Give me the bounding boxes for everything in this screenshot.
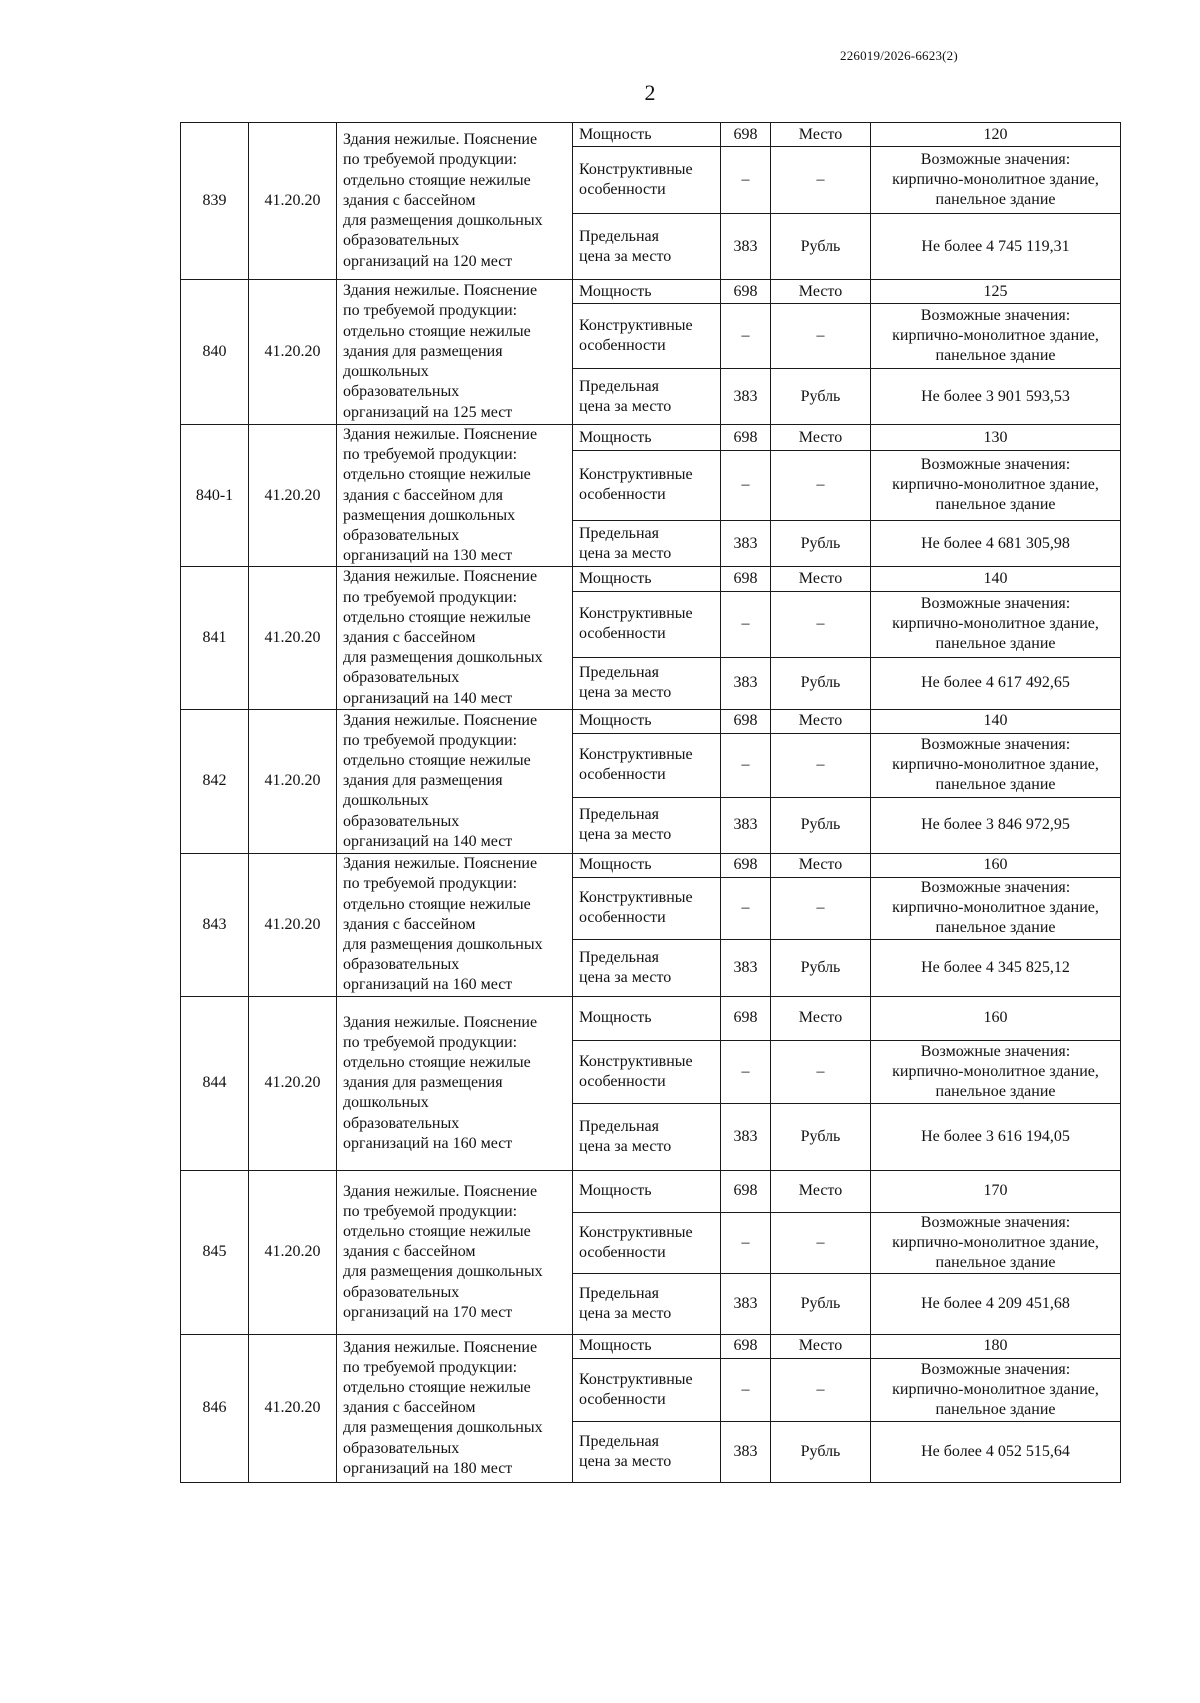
characteristic-value-cell: Возможные значения: кирпично-монолитное здание, панельное здание: [871, 451, 1121, 521]
characteristic-name-cell: Мощность: [573, 1170, 721, 1212]
unit-cell: Место: [771, 123, 871, 147]
row-number-cell: 839: [181, 123, 249, 280]
unit-cell: –: [771, 451, 871, 521]
okei-code-cell: 383: [721, 1103, 771, 1170]
okei-code-cell: –: [721, 1040, 771, 1103]
characteristic-name-cell: Конструктивные особенности: [573, 1040, 721, 1103]
okei-code-cell: –: [721, 451, 771, 521]
product-name-cell: Здания нежилые. Пояснение по требуемой продукции: отдельно стоящие нежилые здания с бассейном для размещения дошкольных образовательных организаций на 130 мест: [337, 425, 573, 567]
product-name-cell: Здания нежилые. Пояснение по требуемой продукции: отдельно стоящие нежилые здания для размещения дошкольных образовательных организаций на 160 мест: [337, 996, 573, 1170]
okei-code-cell: 383: [721, 657, 771, 709]
characteristic-name-cell: Мощность: [573, 709, 721, 733]
okei-code-cell: 698: [721, 1334, 771, 1358]
characteristic-value-cell: Не более 3 616 194,05: [871, 1103, 1121, 1170]
row-number-cell: 844: [181, 996, 249, 1170]
product-name-cell: Здания нежилые. Пояснение по требуемой продукции: отдельно стоящие нежилые здания с бассейном для размещения дошкольных образовательных организаций на 140 мест: [337, 567, 573, 709]
unit-cell: –: [771, 592, 871, 658]
characteristic-name-cell: Предельная цена за место: [573, 797, 721, 853]
okei-code-cell: –: [721, 147, 771, 214]
okpd-code-cell: 41.20.20: [249, 1334, 337, 1482]
characteristic-value-cell: Возможные значения: кирпично-монолитное здание, панельное здание: [871, 1040, 1121, 1103]
okei-code-cell: 698: [721, 1170, 771, 1212]
okei-code-cell: 383: [721, 1421, 771, 1482]
okei-code-cell: –: [721, 733, 771, 797]
unit-cell: –: [771, 1358, 871, 1421]
okei-code-cell: –: [721, 304, 771, 369]
characteristic-name-cell: Предельная цена за место: [573, 1421, 721, 1482]
okpd-code-cell: 41.20.20: [249, 567, 337, 709]
unit-cell: Рубль: [771, 369, 871, 425]
okpd-code-cell: 41.20.20: [249, 853, 337, 996]
characteristic-value-cell: 160: [871, 996, 1121, 1040]
characteristic-value-cell: Возможные значения: кирпично-монолитное здание, панельное здание: [871, 592, 1121, 658]
row-number-cell: 841: [181, 567, 249, 709]
characteristic-value-cell: Возможные значения: кирпично-монолитное здание, панельное здание: [871, 1358, 1121, 1421]
unit-cell: Рубль: [771, 657, 871, 709]
characteristic-value-cell: 170: [871, 1170, 1121, 1212]
okpd-code-cell: 41.20.20: [249, 280, 337, 425]
table-row: [181, 1170, 1121, 1212]
characteristic-name-cell: Конструктивные особенности: [573, 304, 721, 369]
unit-cell: Место: [771, 709, 871, 733]
characteristic-name-cell: Предельная цена за место: [573, 1273, 721, 1334]
page-number: 2: [644, 80, 656, 105]
unit-cell: Рубль: [771, 214, 871, 280]
characteristic-value-cell: Возможные значения: кирпично-монолитное здание, панельное здание: [871, 733, 1121, 797]
row-number-cell: 846: [181, 1334, 249, 1482]
unit-cell: Место: [771, 853, 871, 877]
okei-code-cell: 383: [721, 369, 771, 425]
table-row: [181, 567, 1121, 592]
okpd-code-cell: 41.20.20: [249, 123, 337, 280]
characteristic-value-cell: 125: [871, 280, 1121, 304]
characteristic-name-cell: Мощность: [573, 425, 721, 451]
table-row: [181, 1334, 1121, 1358]
okei-code-cell: 698: [721, 280, 771, 304]
characteristic-value-cell: Не более 4 209 451,68: [871, 1273, 1121, 1334]
characteristic-value-cell: 160: [871, 853, 1121, 877]
characteristic-name-cell: Предельная цена за место: [573, 369, 721, 425]
characteristic-name-cell: Конструктивные особенности: [573, 1212, 721, 1273]
okei-code-cell: –: [721, 1358, 771, 1421]
characteristic-name-cell: Предельная цена за место: [573, 657, 721, 709]
characteristic-name-cell: Конструктивные особенности: [573, 592, 721, 658]
unit-cell: –: [771, 1212, 871, 1273]
unit-cell: Рубль: [771, 1103, 871, 1170]
okei-code-cell: –: [721, 592, 771, 658]
product-name-cell: Здания нежилые. Пояснение по требуемой продукции: отдельно стоящие нежилые здания с бассейном для размещения дошкольных образовательных организаций на 160 мест: [337, 853, 573, 996]
characteristic-name-cell: Мощность: [573, 853, 721, 877]
okei-code-cell: 383: [721, 797, 771, 853]
unit-cell: Место: [771, 1334, 871, 1358]
unit-cell: –: [771, 147, 871, 214]
unit-cell: –: [771, 304, 871, 369]
characteristic-value-cell: 140: [871, 709, 1121, 733]
document-number: 226019/2026-6623(2): [840, 48, 958, 63]
row-number-cell: 845: [181, 1170, 249, 1334]
okpd-code-cell: 41.20.20: [249, 709, 337, 853]
okpd-code-cell: 41.20.20: [249, 996, 337, 1170]
characteristic-value-cell: Не более 3 846 972,95: [871, 797, 1121, 853]
okei-code-cell: 383: [721, 520, 771, 567]
okei-code-cell: 698: [721, 853, 771, 877]
characteristic-value-cell: Не более 4 052 515,64: [871, 1421, 1121, 1482]
unit-cell: Место: [771, 280, 871, 304]
table-row: [181, 709, 1121, 733]
characteristic-name-cell: Мощность: [573, 123, 721, 147]
characteristic-name-cell: Конструктивные особенности: [573, 877, 721, 939]
characteristic-name-cell: Мощность: [573, 280, 721, 304]
characteristic-value-cell: Возможные значения: кирпично-монолитное здание, панельное здание: [871, 877, 1121, 939]
characteristic-value-cell: Не более 4 745 119,31: [871, 214, 1121, 280]
table-body: [181, 123, 1121, 1483]
okpd-code-cell: 41.20.20: [249, 425, 337, 567]
characteristic-name-cell: Предельная цена за место: [573, 939, 721, 996]
characteristic-value-cell: Не более 4 345 825,12: [871, 939, 1121, 996]
row-number-cell: 840: [181, 280, 249, 425]
characteristic-name-cell: Конструктивные особенности: [573, 733, 721, 797]
table-row: [181, 996, 1121, 1040]
row-number-cell: 843: [181, 853, 249, 996]
unit-cell: Рубль: [771, 939, 871, 996]
characteristic-name-cell: Мощность: [573, 1334, 721, 1358]
table-row: [181, 280, 1121, 304]
table-row: [181, 123, 1121, 147]
row-number-cell: 840-1: [181, 425, 249, 567]
characteristic-name-cell: Предельная цена за место: [573, 214, 721, 280]
okei-code-cell: 698: [721, 996, 771, 1040]
unit-cell: Рубль: [771, 1421, 871, 1482]
characteristic-value-cell: 180: [871, 1334, 1121, 1358]
unit-cell: –: [771, 733, 871, 797]
characteristic-value-cell: 130: [871, 425, 1121, 451]
unit-cell: Место: [771, 1170, 871, 1212]
okpd-code-cell: 41.20.20: [249, 1170, 337, 1334]
unit-cell: Место: [771, 425, 871, 451]
characteristic-value-cell: Возможные значения: кирпично-монолитное здание, панельное здание: [871, 304, 1121, 369]
okei-code-cell: 698: [721, 123, 771, 147]
product-name-cell: Здания нежилые. Пояснение по требуемой продукции: отдельно стоящие нежилые здания с бассейном для размещения дошкольных образовательных организаций на 120 мест: [337, 123, 573, 280]
okei-code-cell: 698: [721, 567, 771, 592]
okei-code-cell: 383: [721, 214, 771, 280]
characteristic-value-cell: Не более 4 681 305,98: [871, 520, 1121, 567]
okei-code-cell: 698: [721, 709, 771, 733]
row-number-cell: 842: [181, 709, 249, 853]
characteristic-name-cell: Мощность: [573, 567, 721, 592]
unit-cell: –: [771, 1040, 871, 1103]
product-name-cell: Здания нежилые. Пояснение по требуемой продукции: отдельно стоящие нежилые здания для размещения дошкольных образовательных организаций на 140 мест: [337, 709, 573, 853]
okei-code-cell: –: [721, 1212, 771, 1273]
characteristic-name-cell: Мощность: [573, 996, 721, 1040]
unit-cell: Место: [771, 996, 871, 1040]
characteristic-name-cell: Предельная цена за место: [573, 520, 721, 567]
okei-code-cell: 698: [721, 425, 771, 451]
characteristic-value-cell: Возможные значения: кирпично-монолитное здание, панельное здание: [871, 147, 1121, 214]
product-name-cell: Здания нежилые. Пояснение по требуемой продукции: отдельно стоящие нежилые здания с бассейном для размещения дошкольных образовательных организаций на 170 мест: [337, 1170, 573, 1334]
characteristic-name-cell: Конструктивные особенности: [573, 451, 721, 521]
characteristic-name-cell: Конструктивные особенности: [573, 1358, 721, 1421]
okei-code-cell: 383: [721, 939, 771, 996]
table-row: [181, 853, 1121, 877]
characteristic-value-cell: 140: [871, 567, 1121, 592]
characteristic-name-cell: Конструктивные особенности: [573, 147, 721, 214]
unit-cell: Рубль: [771, 520, 871, 567]
unit-cell: Рубль: [771, 1273, 871, 1334]
okei-code-cell: –: [721, 877, 771, 939]
unit-cell: Рубль: [771, 797, 871, 853]
product-name-cell: Здания нежилые. Пояснение по требуемой продукции: отдельно стоящие нежилые здания с бассейном для размещения дошкольных образовательных организаций на 180 мест: [337, 1334, 573, 1482]
unit-cell: –: [771, 877, 871, 939]
characteristic-value-cell: Возможные значения: кирпично-монолитное здание, панельное здание: [871, 1212, 1121, 1273]
characteristic-value-cell: Не более 3 901 593,53: [871, 369, 1121, 425]
characteristic-value-cell: Не более 4 617 492,65: [871, 657, 1121, 709]
product-table: [180, 122, 1121, 1483]
product-name-cell: Здания нежилые. Пояснение по требуемой продукции: отдельно стоящие нежилые здания для размещения дошкольных образовательных организаций на 125 мест: [337, 280, 573, 425]
characteristic-name-cell: Предельная цена за место: [573, 1103, 721, 1170]
unit-cell: Место: [771, 567, 871, 592]
okei-code-cell: 383: [721, 1273, 771, 1334]
characteristic-value-cell: 120: [871, 123, 1121, 147]
table-row: [181, 425, 1121, 451]
